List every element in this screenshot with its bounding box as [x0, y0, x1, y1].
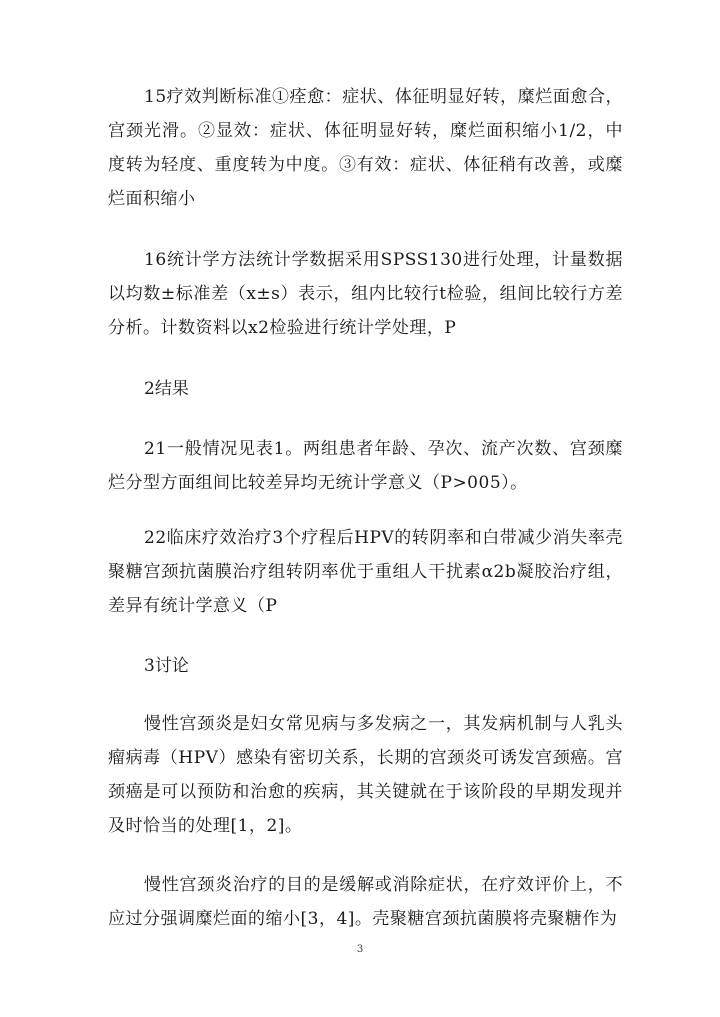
paragraph-general-info: 21一般情况见表1。两组患者年龄、孕次、流产次数、宫颈糜烂分型方面组间比较差异均无统计学意义（P>005）。 — [108, 439, 623, 493]
paragraph-clinical-efficacy: 22临床疗效治疗3个疗程后HPV的转阴率和白带减少消失率壳聚糖宫颈抗菌膜治疗组转阴率优于重组人干扰素α2b凝胶治疗组，差异有统计学意义（P — [108, 528, 623, 616]
section-heading-results: 2结果 — [144, 379, 189, 399]
section-heading-discussion: 3讨论 — [144, 656, 189, 676]
paragraph-statistical-methods: 16统计学方法统计学数据采用SPSS130进行处理，计量数据以均数±标准差（x±s）表示，组内比较行t检验，组间比较行方差分析。计数资料以x2检验进行统计学处理，P — [108, 250, 623, 338]
paragraph-efficacy-criteria: 15疗效判断标准①痊愈：症状、体征明显好转，糜烂面愈合，宫颈光滑。②显效：症状、体征明显好转，糜烂面积缩小1/2，中度转为轻度、重度转为中度。③有效：症状、体征稍有改善，或糜烂面积缩小 — [108, 87, 623, 209]
paragraph-discussion-2: 慢性宫颈炎治疗的目的是缓解或消除症状，在疗效评价上，不应过分强调糜烂面的缩小[3，4]。壳聚糖宫颈抗菌膜将壳聚糖作为 — [108, 875, 623, 929]
page-number: 3 — [356, 944, 364, 955]
paragraph-discussion-1: 慢性宫颈炎是妇女常见病与多发病之一，其发病机制与人乳头瘤病毒（HPV）感染有密切关系，长期的宫颈炎可诱发宫颈癌。宫颈癌是可以预防和治愈的疾病，其关键就在于该阶段的早期发现并及时恰当的处理[1，2]。 — [108, 714, 623, 836]
